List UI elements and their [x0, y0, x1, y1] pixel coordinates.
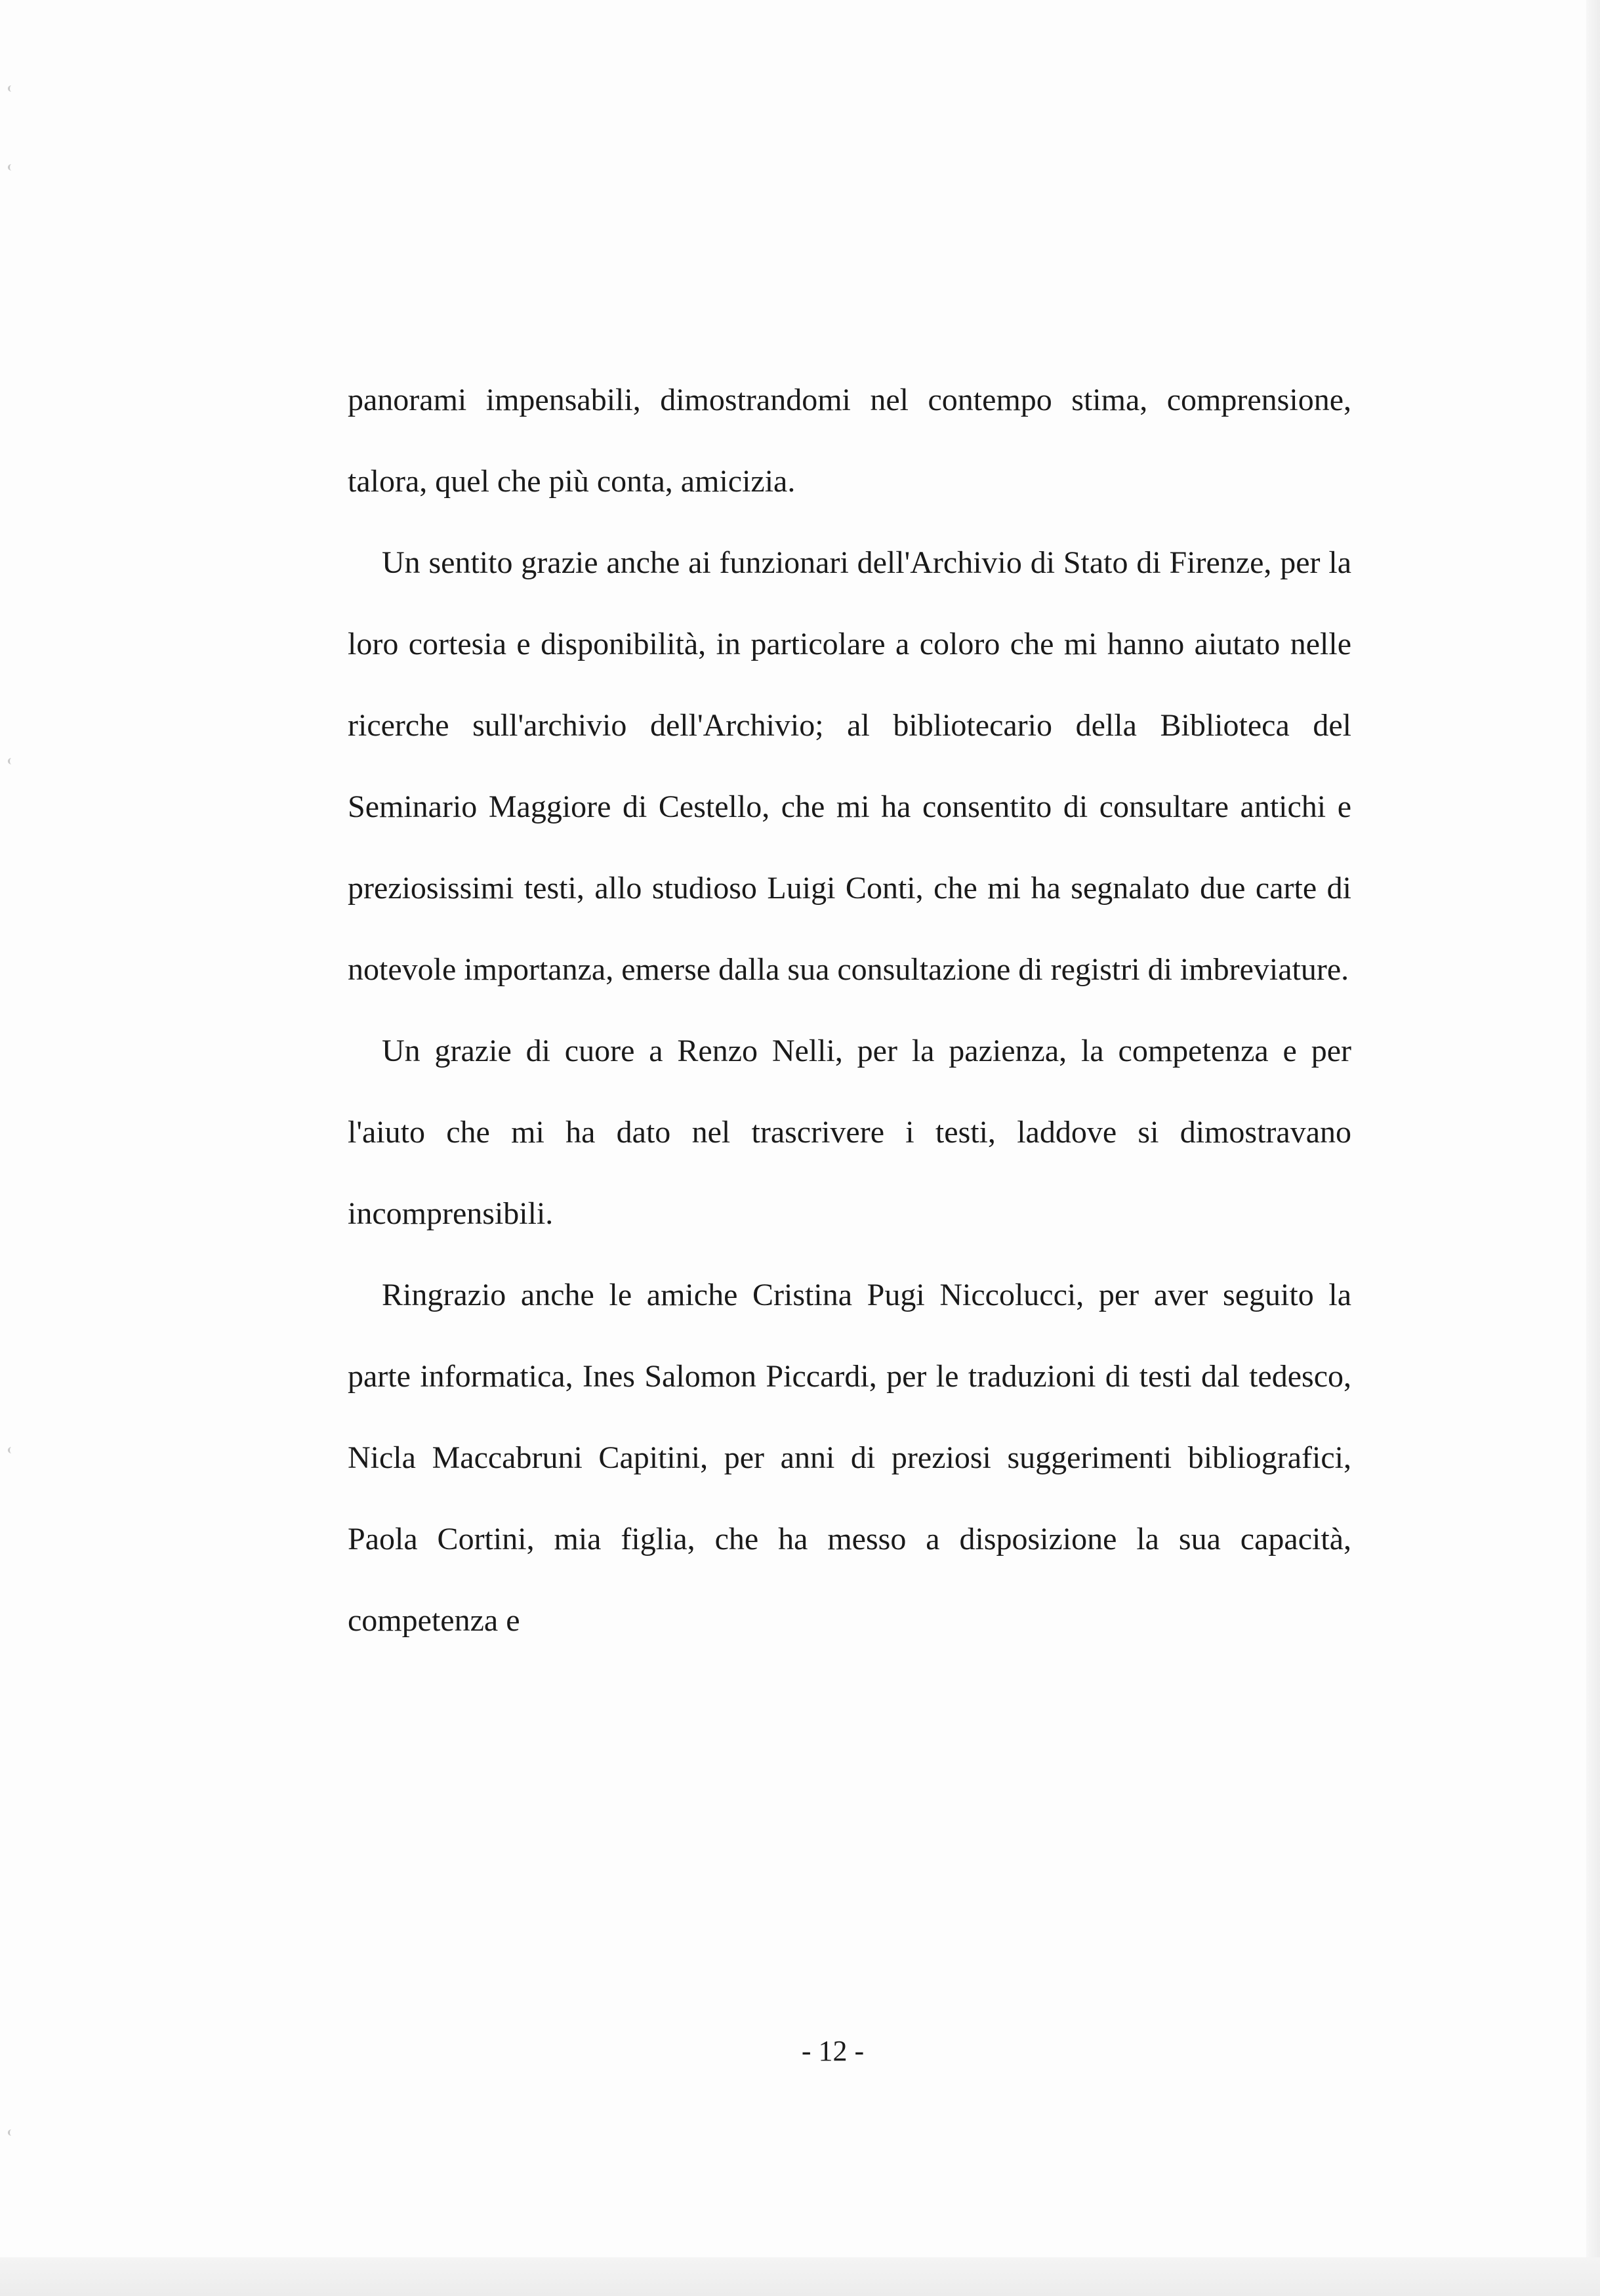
document-body-text: [348, 360, 1351, 1661]
binding-hole-mark: [8, 164, 15, 171]
page-edge-shadow-bottom: [0, 2257, 1600, 2296]
paragraph: panorami impensabili, dimostrandomi nel contempo stima, comprensione, talora, quel che più conta, amicizia.: [348, 383, 1351, 499]
paragraph: Un grazie di cuore a Renzo Nelli, per la pazienza, la competenza e per l'aiuto che mi ha dato nel trascrivere i testi, laddove si dimostravano incomprensibili.: [348, 1033, 1351, 1231]
binding-hole-mark: [8, 758, 15, 764]
binding-hole-mark: [8, 2129, 15, 2136]
paragraph: Un sentito grazie anche ai funzionari dell'Archivio di Stato di Firenze, per la loro cortesia e disponibilità, in particolare a coloro che mi hanno aiutato nelle ricerche sull'archivio dell'Archivio; al bibliotecario della Biblioteca del Seminario Maggiore di Cestello, che mi ha consentito di consultare antichi e preziosissimi testi, allo studioso Luigi Conti, che mi ha segnalato due carte di notevole importanza, emerse dalla sua consultazione di registri di imbreviature.: [348, 545, 1351, 987]
page-edge-shadow-right: [1586, 0, 1600, 2257]
page-number: - 12 -: [801, 2035, 865, 2067]
binding-hole-mark: [8, 1447, 15, 1453]
paragraph: Ringrazio anche le amiche Cristina Pugi Niccolucci, per aver seguito la parte informatica, Ines Salomon Piccardi, per le traduzioni di testi dal tedesco, Nicla Maccabruni Capitini, per anni di preziosi suggerimenti bibliografici, Paola Cortini, mia figlia, che ha messo a disposizione la sua capacità, competenza e: [348, 1278, 1351, 1638]
binding-hole-mark: [8, 85, 15, 92]
